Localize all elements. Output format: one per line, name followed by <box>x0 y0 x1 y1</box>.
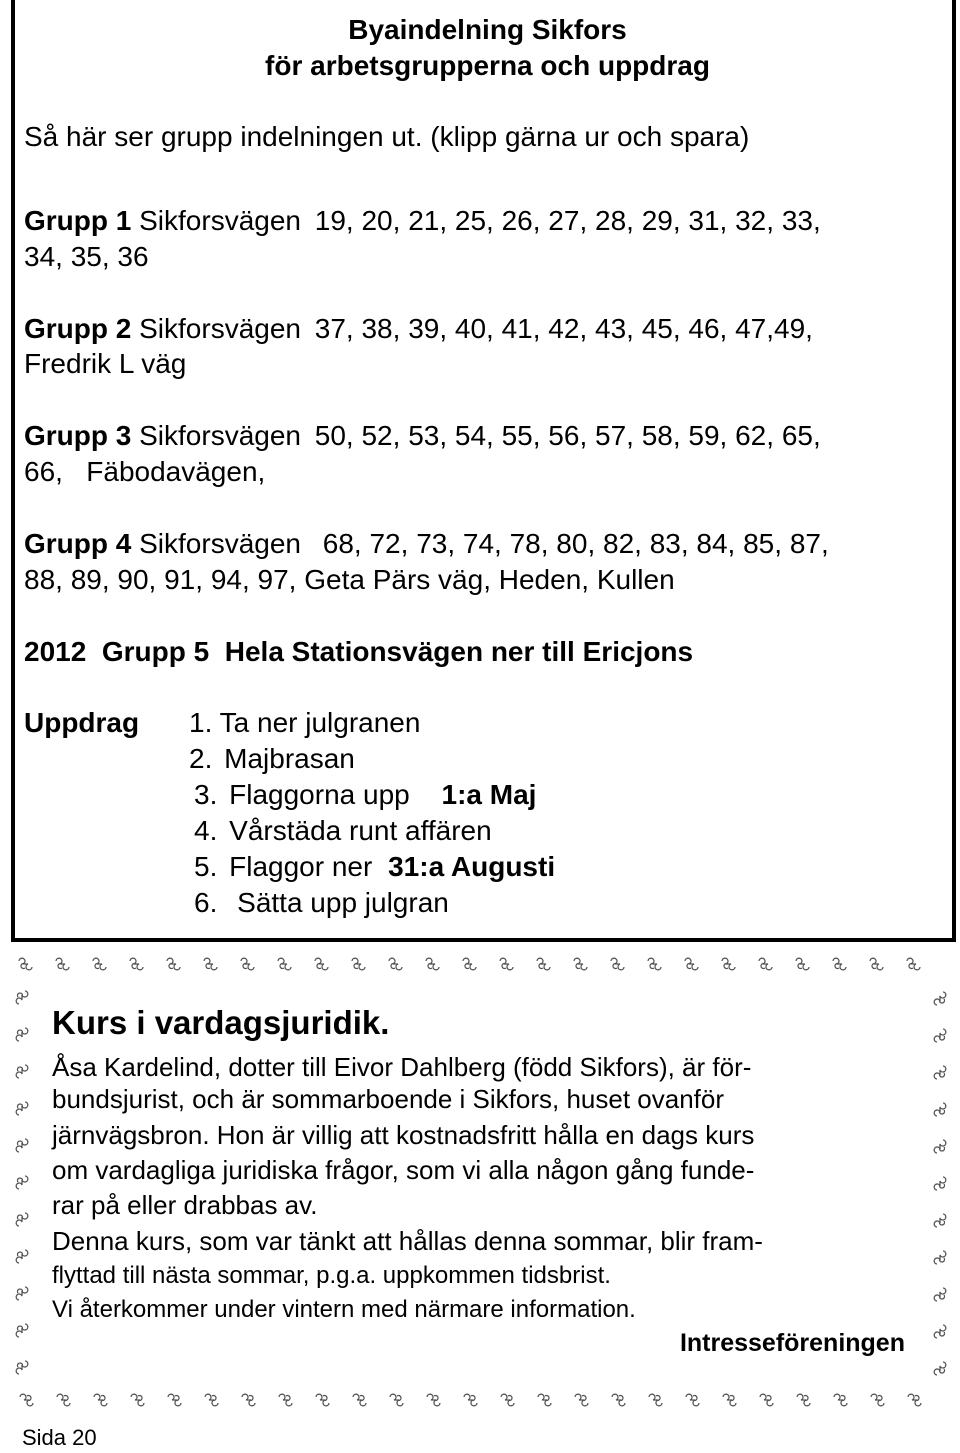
curl-ornament-icon <box>934 1325 946 1338</box>
course-title: Kurs i vardagsjuridik. <box>52 1004 390 1041</box>
curl-ornament-icon <box>16 1102 28 1115</box>
group-division-notice <box>11 0 956 942</box>
curl-ornament-icon <box>501 1394 514 1406</box>
group-5-row: 2012 Grupp 5 Hela Stationsvägen ner till Ericjons <box>24 636 694 667</box>
curl-ornament-icon <box>833 958 846 970</box>
task-number: 5. <box>194 851 218 882</box>
notice-title-line2: för arbetsgrupperna och uppdrag <box>265 50 710 81</box>
task-number: 2. <box>189 743 213 774</box>
group-3-continuation: 66, Fäbodavägen, <box>24 456 266 487</box>
signature: Intresseföreningen <box>679 1329 905 1357</box>
task-text: Flaggorna upp <box>229 779 410 810</box>
group-1-row <box>24 205 821 237</box>
curl-ornament-icon <box>796 958 809 970</box>
curl-ornament-icon <box>464 1394 477 1406</box>
curl-ornament-icon <box>241 958 254 970</box>
curl-ornament-icon <box>934 1362 946 1375</box>
task-item <box>194 779 536 811</box>
curl-ornament-icon <box>16 1361 28 1374</box>
curl-ornament-icon <box>934 1140 946 1153</box>
curl-ornament-icon <box>16 991 28 1004</box>
group-name: Grupp 1 <box>24 205 132 236</box>
group-road: Sikforsvägen <box>139 528 301 559</box>
task-text: Sätta upp julgran <box>237 887 449 918</box>
tasks-label: Uppdrag <box>24 707 140 738</box>
curl-ornament-icon <box>16 1176 28 1189</box>
curl-ornament-icon <box>16 1065 28 1078</box>
group-numbers: 50, 52, 53, 54, 55, 56, 57, 58, 59, 62, 65, <box>314 420 821 451</box>
course-notice <box>12 952 950 1412</box>
course-text-line: Vi återkommer under vintern med närmare information. <box>52 1296 636 1323</box>
curl-ornament-icon <box>316 1394 329 1406</box>
task-item <box>194 887 449 919</box>
curl-ornament-icon <box>760 1394 773 1406</box>
curl-ornament-icon <box>57 1394 70 1406</box>
curl-ornament-icon <box>56 958 69 970</box>
intro-text: Så här ser grupp indelningen ut. (klipp gärna ur och spara) <box>24 121 750 152</box>
task-item <box>189 743 355 775</box>
task-number: 4. <box>194 815 218 846</box>
curl-ornament-icon <box>538 1394 551 1406</box>
course-text-line: Åsa Kardelind, dotter till Eivor Dahlberg (född Sikfors), är för- <box>52 1052 752 1082</box>
task-date: 31:a Augusti <box>388 851 556 882</box>
curl-ornament-icon <box>537 958 550 970</box>
curl-ornament-icon <box>649 1394 662 1406</box>
curl-ornament-icon <box>934 1066 946 1079</box>
task-text: Vårstäda runt affären <box>229 815 492 846</box>
group-name: Grupp 3 <box>24 420 132 451</box>
curl-ornament-icon <box>575 1394 588 1406</box>
curl-ornament-icon <box>463 958 476 970</box>
course-text-line: Denna kurs, som var tänkt att hållas denna sommar, blir fram- <box>52 1226 763 1256</box>
curl-ornament-icon <box>934 992 946 1005</box>
course-text-line: rar på eller drabbas av. <box>52 1190 318 1220</box>
group-1-continuation: 34, 35, 36 <box>24 241 149 272</box>
curl-ornament-icon <box>934 1029 946 1042</box>
curl-ornament-icon <box>834 1394 847 1406</box>
curl-ornament-icon <box>16 1139 28 1152</box>
curl-ornament-icon <box>204 958 217 970</box>
curl-ornament-icon <box>934 1177 946 1190</box>
task-number: 3. <box>194 779 218 810</box>
task-number: 1. <box>189 707 213 738</box>
group-road: Sikforsvägen <box>139 420 301 451</box>
curl-ornament-icon <box>167 958 180 970</box>
group-name: Grupp 2 <box>24 313 132 344</box>
group-numbers: 68, 72, 73, 74, 78, 80, 82, 83, 84, 85, 87, <box>322 528 829 559</box>
group-numbers: 37, 38, 39, 40, 41, 42, 43, 45, 46, 47,49, <box>314 313 813 344</box>
curl-ornament-icon <box>908 1394 921 1406</box>
curl-ornament-icon <box>934 1288 946 1301</box>
group-name: Grupp 4 <box>24 528 132 559</box>
curl-ornament-icon <box>723 1394 736 1406</box>
notice-title-line1: Byaindelning Sikfors <box>348 14 627 45</box>
curl-ornament-icon <box>242 1394 255 1406</box>
curl-ornament-icon <box>686 1394 699 1406</box>
curl-ornament-icon <box>574 958 587 970</box>
curl-ornament-icon <box>759 958 772 970</box>
curl-ornament-icon <box>352 958 365 970</box>
curl-ornament-icon <box>93 958 106 970</box>
curl-ornament-icon <box>168 1394 181 1406</box>
curl-ornament-icon <box>685 958 698 970</box>
group-4-row <box>24 528 829 560</box>
course-text-line: om vardagliga juridiska frågor, som vi alla någon gång funde- <box>52 1155 755 1185</box>
task-text: Majbrasan <box>224 743 355 774</box>
task-item <box>194 851 555 883</box>
curl-ornament-icon <box>19 958 32 970</box>
curl-ornament-icon <box>427 1394 440 1406</box>
curl-ornament-icon <box>390 1394 403 1406</box>
curl-ornament-icon <box>16 1287 28 1300</box>
curl-ornament-icon <box>315 958 328 970</box>
curl-ornament-icon <box>353 1394 366 1406</box>
curl-ornament-icon <box>16 1250 28 1263</box>
curl-ornament-icon <box>278 958 291 970</box>
curl-ornament-icon <box>94 1394 107 1406</box>
group-2-continuation: Fredrik L väg <box>24 348 187 379</box>
curl-ornament-icon <box>611 958 624 970</box>
curl-ornament-icon <box>907 958 920 970</box>
curl-ornament-icon <box>16 1213 28 1226</box>
curl-ornament-icon <box>16 1324 28 1337</box>
task-text: Ta ner julgranen <box>219 707 421 738</box>
task-item <box>194 815 492 847</box>
page-number: Sida 20 <box>22 1425 97 1450</box>
curl-ornament-icon <box>797 1394 810 1406</box>
course-text-line: järnvägsbron. Hon är villig att kostnadsfritt hålla en dags kurs <box>52 1120 755 1150</box>
curl-ornament-icon <box>205 1394 218 1406</box>
group-numbers: 19, 20, 21, 25, 26, 27, 28, 29, 31, 32, 33, <box>314 205 821 236</box>
curl-ornament-icon <box>130 958 143 970</box>
curl-ornament-icon <box>389 958 402 970</box>
group-road: Sikforsvägen <box>139 205 301 236</box>
group-road: Sikforsvägen <box>139 313 301 344</box>
task-number: 6. <box>194 887 218 918</box>
curl-ornament-icon <box>934 1103 946 1116</box>
task-text: Flaggor ner <box>229 851 373 882</box>
curl-ornament-icon <box>612 1394 625 1406</box>
course-text-line: flyttad till nästa sommar, p.g.a. uppkommen tidsbrist. <box>52 1262 611 1289</box>
task-date: 1:a Maj <box>441 779 537 810</box>
curl-ornament-icon <box>722 958 735 970</box>
curl-ornament-icon <box>648 958 661 970</box>
course-text-line: bundsjurist, och är sommarboende i Sikfors, huset ovanför <box>52 1084 725 1114</box>
group-4-continuation: 88, 89, 90, 91, 94, 97, Geta Pärs väg, Heden, Kullen <box>24 564 675 595</box>
curl-ornament-icon <box>934 1251 946 1264</box>
curl-ornament-icon <box>500 958 513 970</box>
curl-ornament-icon <box>279 1394 292 1406</box>
curl-ornament-icon <box>934 1214 946 1227</box>
curl-ornament-icon <box>20 1394 33 1406</box>
curl-ornament-icon <box>131 1394 144 1406</box>
curl-ornament-icon <box>871 1394 884 1406</box>
task-item <box>189 707 420 739</box>
group-3-row <box>24 420 821 452</box>
curl-ornament-icon <box>426 958 439 970</box>
curl-ornament-icon <box>870 958 883 970</box>
curl-ornament-icon <box>16 1028 28 1041</box>
group-2-row <box>24 313 813 345</box>
